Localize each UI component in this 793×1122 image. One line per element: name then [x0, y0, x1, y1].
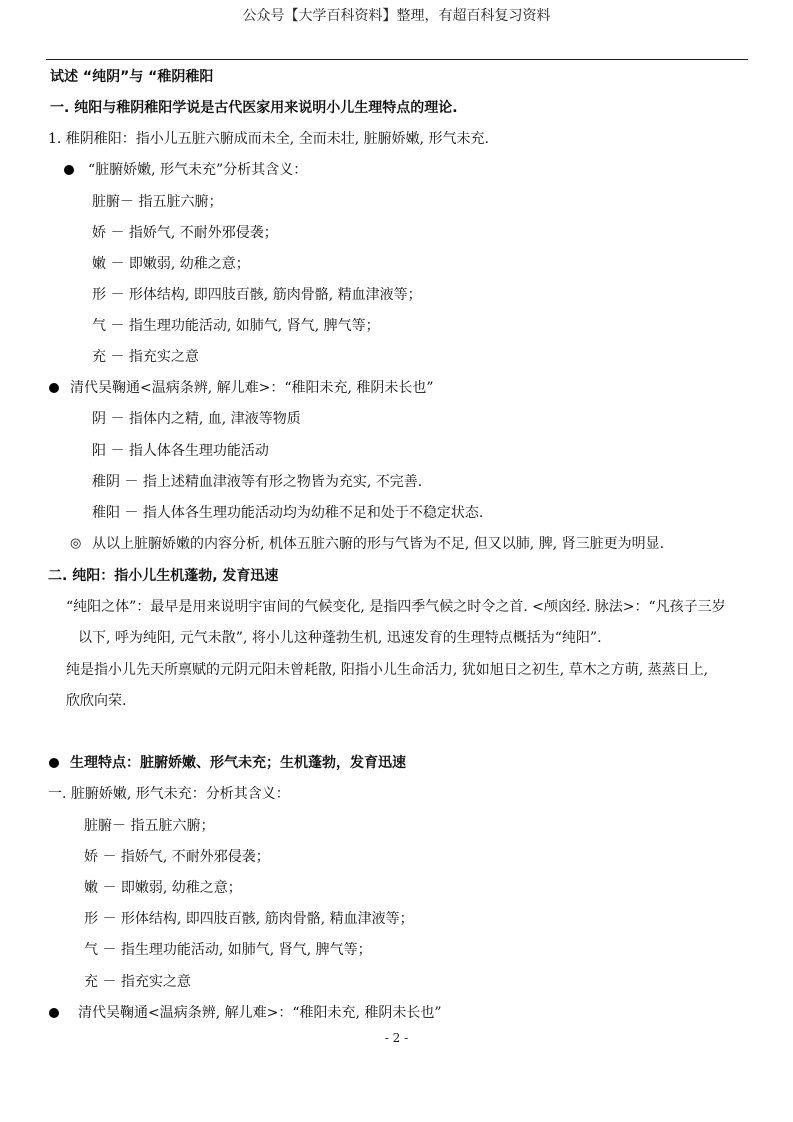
bullet-icon — [49, 1008, 59, 1018]
item-1: 1. 稚阴稚阳：指小儿五脏六腑成而未全, 全而未壮, 脏腑娇嫩, 形气未充. — [48, 131, 489, 147]
header-rule — [46, 59, 748, 60]
bullet-4: 清代吴鞠通<温病条辨, 解儿难>：“稚阳未充, 稚阴未长也” — [78, 1005, 442, 1021]
def-line: 娇 － 指娇气, 不耐外邪侵袭； — [84, 849, 270, 865]
heading-2: 二. 纯阳：指小儿生机蓬勃, 发育迅速 — [48, 568, 279, 584]
bullet-icon — [49, 758, 59, 768]
paragraph-line: “纯阳之体”：最早是用来说明宇宙间的气候变化, 是指四季气候之时令之首. <颅囟经. 脉法>：“凡孩子三岁 — [66, 599, 726, 615]
def-line: 充 － 指充实之意 — [84, 974, 191, 990]
paragraph-line: 以下, 呼为纯阳, 元气未散”, 将小儿这种蓬勃生机, 迅速发育的生理特点概括为“纯阳”. — [78, 630, 602, 646]
doc-title: 试述 “纯阴”与 “稚阴稚阳 — [50, 69, 214, 85]
def-line: 嫩 － 即嫩弱, 幼稚之意； — [92, 256, 250, 272]
def-line: 形 － 形体结构, 即四肢百骸, 筋肉骨骼, 精血津液等； — [92, 287, 422, 303]
bullet-1: “脏腑娇嫩, 形气未充”分析其含义： — [88, 162, 308, 178]
bullet-3: 生理特点：脏腑娇嫩、形气未充；生机蓬勃，发育迅速 — [70, 755, 406, 771]
def-line: 娇 － 指娇气, 不耐外邪侵袭； — [92, 225, 278, 241]
paragraph-line: 欣欣向荣. — [66, 693, 127, 709]
page-number: - 2 - — [384, 1031, 409, 1045]
heading-1: 一. 纯阳与稚阴稚阳学说是古代医家用来说明小儿生理特点的理论. — [50, 100, 458, 116]
def-line: 形 － 形体结构, 即四肢百骸, 筋肉骨骼, 精血津液等； — [84, 911, 414, 927]
def-line: 嫩 － 即嫩弱, 幼稚之意； — [84, 880, 242, 896]
def-line: 充 － 指充实之意 — [92, 349, 199, 365]
def-line: 气 － 指生理功能活动, 如肺气, 肾气, 脾气等； — [92, 318, 380, 334]
page-header: 公众号【大学百科资料】整理，有超百科复习资料 — [242, 8, 551, 24]
bullet-icon — [64, 165, 74, 175]
double-circle-icon: ◎ — [70, 536, 82, 551]
def-line: 阳 － 指人体各生理功能活动 — [92, 443, 269, 459]
def-line: 气 － 指生理功能活动, 如肺气, 肾气, 脾气等； — [84, 942, 372, 958]
def-line: 稚阳 － 指人体各生理功能活动均为幼稚不足和处于不稳定状态. — [92, 505, 484, 521]
def-line: 脏腑－ 指五脏六腑； — [84, 818, 215, 834]
def-line: 稚阴 － 指上述精血津液等有形之物皆为充实, 不完善. — [92, 474, 423, 490]
bullet-icon — [49, 383, 59, 393]
paragraph-line: 纯是指小儿先天所禀赋的元阴元阳未曾耗散, 阳指小儿生命活力, 犹如旭日之初生, 草木之方萌, 蒸蒸日上, — [66, 662, 709, 678]
item-2: 一. 脏腑娇嫩, 形气未充：分析其含义： — [48, 786, 290, 802]
circle-note: 从以上脏腑娇嫩的内容分析, 机体五脏六腑的形与气皆为不足, 但又以肺, 脾, 肾三脏更为明显. — [92, 536, 665, 552]
def-line: 脏腑－ 指五脏六腑； — [92, 194, 223, 210]
bullet-2: 清代吴鞠通<温病条辨, 解儿难>：“稚阳未充, 稚阴未长也” — [70, 380, 434, 396]
def-line: 阴 － 指体内之精, 血, 津液等物质 — [92, 411, 301, 427]
